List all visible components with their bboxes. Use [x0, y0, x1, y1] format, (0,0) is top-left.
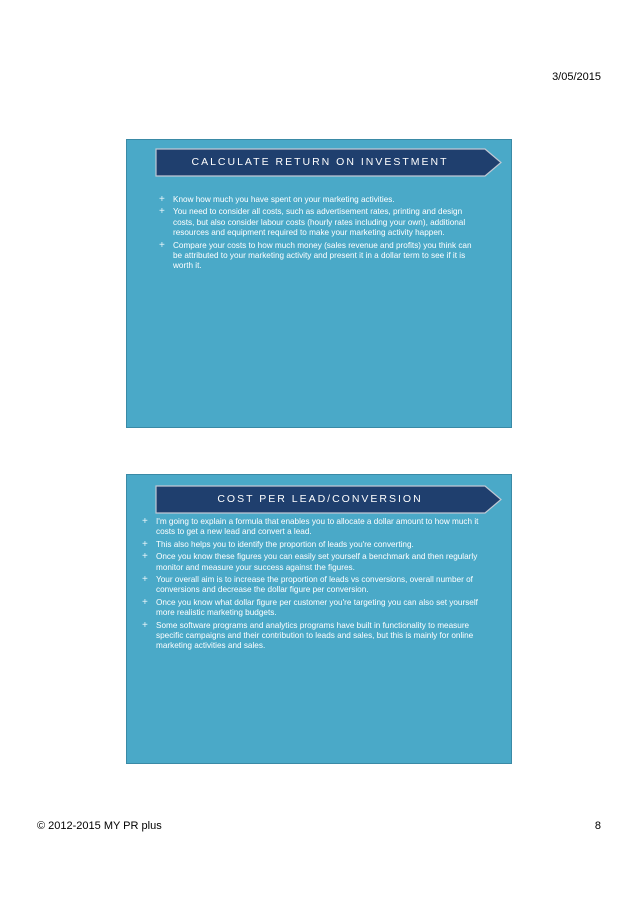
list-item: [159, 207, 479, 238]
page-number: 8: [594, 820, 601, 832]
slide-title: CALCULATE RETURN ON INVESTMENT: [191, 156, 449, 168]
list-item: [142, 540, 482, 550]
plus-bullet-icon: +: [142, 516, 148, 527]
bullet-list: [159, 195, 479, 274]
slide-cost-per-lead: [126, 474, 512, 764]
slide-roi: [126, 139, 512, 428]
list-item: [142, 575, 482, 596]
plus-bullet-icon: +: [159, 194, 165, 205]
slide-title-banner: [155, 485, 503, 514]
bullet-text: Know how much you have spent on your marketing activities.: [173, 195, 395, 204]
plus-bullet-icon: +: [159, 206, 165, 218]
bullet-text: This also helps you to identify the proportion of leads you're converting.: [156, 539, 414, 549]
bullet-text: Some software programs and analytics programs have built in functionality to measure specific campaigns and their contribution to leads and sales, but this is mainly for online marketing activities and sales.: [156, 620, 474, 651]
bullet-text: I'm going to explain a formula that enables you to allocate a dollar amount to how much it costs to get a new lead and convert a lead.: [156, 517, 479, 537]
slide-title-banner: [155, 148, 503, 177]
plus-bullet-icon: +: [159, 239, 165, 251]
plus-bullet-icon: +: [142, 551, 148, 563]
slide-title: COST PER LEAD/CONVERSION: [217, 493, 423, 505]
list-item: [159, 241, 479, 272]
plus-bullet-icon: +: [142, 619, 148, 631]
plus-bullet-icon: +: [142, 538, 148, 550]
list-item: [142, 552, 482, 573]
list-item: [142, 621, 482, 652]
bullet-text: Compare your costs to how much money (sales revenue and profits) you think can be attributed to your marketing activity and present it in a dollar term to see if it is worth it.: [173, 240, 472, 271]
bullet-text: Once you know what dollar figure per customer you're targeting you can also set yourself more realistic marketing budgets.: [156, 597, 478, 618]
bullet-text: You need to consider all costs, such as advertisement rates, printing and design costs, but also consider labour costs (hourly rates including your own), additional resources and equipment required to make your marketing activity happen.: [173, 207, 466, 238]
list-item: [142, 598, 482, 619]
copyright-notice: © 2012-2015 MY PR plus: [37, 820, 162, 832]
page-date: 3/05/2015: [552, 71, 601, 83]
bullet-list: [142, 517, 482, 654]
bullet-text: Once you know these figures you can easily set yourself a benchmark and then regularly monitor and measure your success against the figures.: [156, 552, 478, 572]
plus-bullet-icon: +: [142, 574, 148, 586]
plus-bullet-icon: +: [142, 596, 148, 608]
bullet-text: Your overall aim is to increase the proportion of leads vs conversions, overall number of conversions and decrease the dollar figure per conversion.: [156, 575, 473, 595]
list-item: [142, 517, 482, 538]
list-item: [159, 195, 479, 205]
